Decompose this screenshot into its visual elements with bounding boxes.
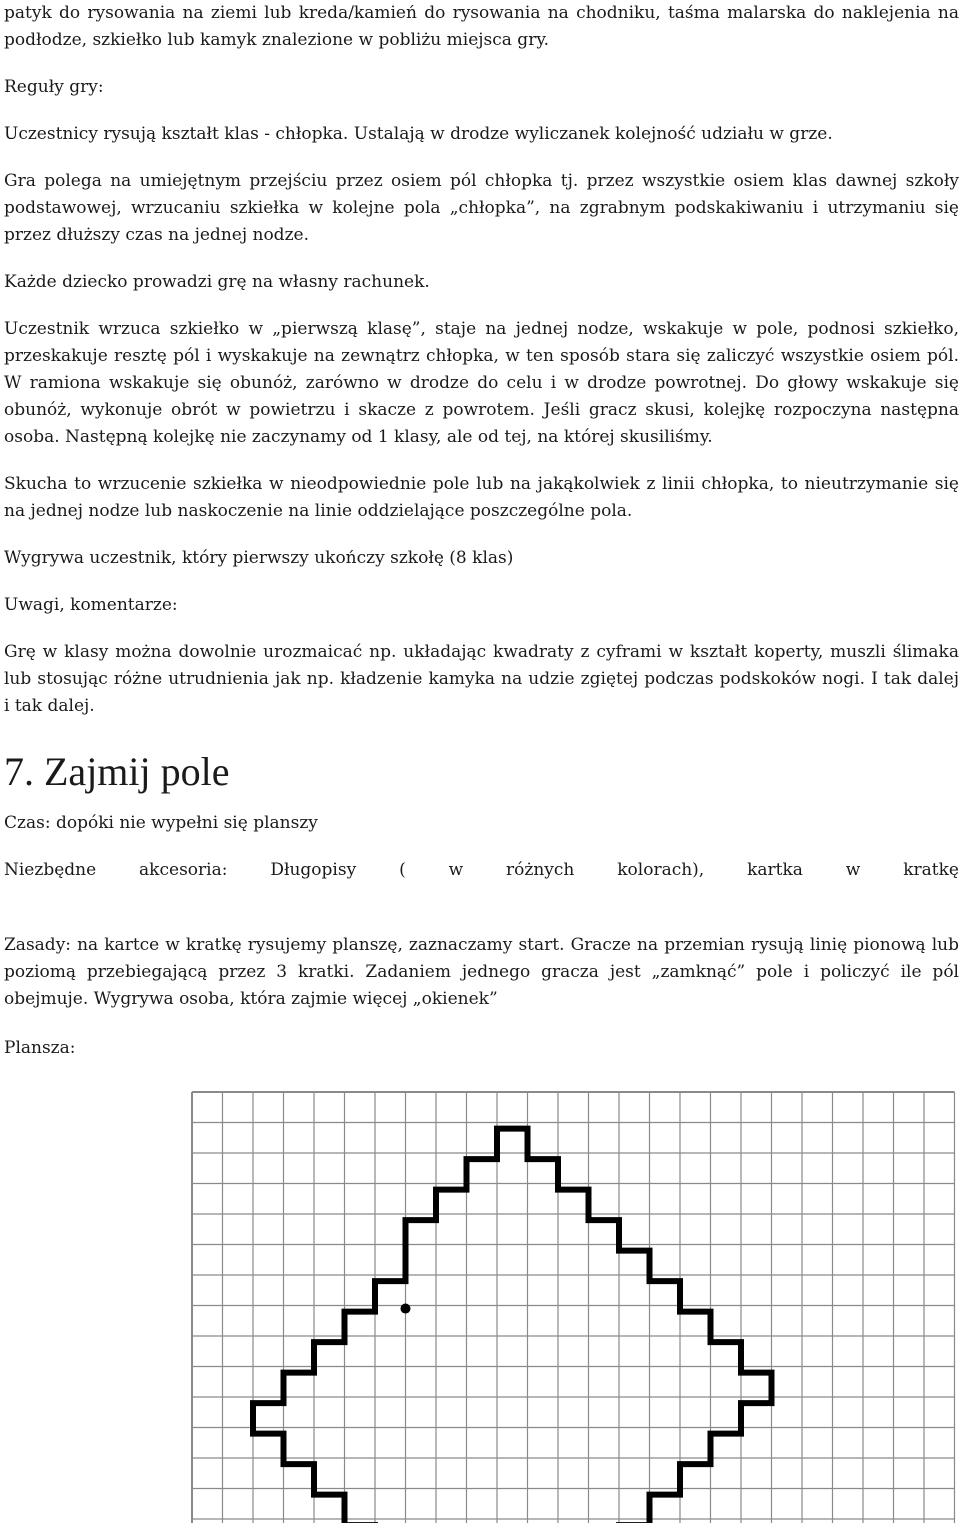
board-outline [253, 1129, 772, 1523]
paragraph-comments-heading: Uwagi, komentarze: [4, 595, 178, 615]
paragraph-game-description: Gra polega na umiejętnym przejściu przez osiem pól chłopka tj. przez wszystkie osiem klas dawnej szkoły podstawowej, wrzucaniu szkiełka w kolejne pola „chłopka”, na zgrabnym podskakiwaniu i utrzymaniu się przez dłuższy czas na jednej nodze. [4, 171, 959, 245]
section-heading: 7. Zajmij pole [4, 749, 230, 794]
board-grid-graphic [190, 1090, 960, 1523]
paragraph-participants: Uczestnicy rysują kształt klas - chłopka. Ustalają w drodze wyliczanek kolejność udziału w grze. [4, 124, 833, 144]
section-accessories: Niezbędne akcesoria: Długopisy ( w różnych kolorach), kartka w kratkę [4, 860, 959, 880]
paragraph-materials: patyk do rysowania na ziemi lub kreda/kamień do rysowania na chodniku, taśma malarska do naklejenia na podłodze, szkiełko lub kamyk znalezione w pobliżu miejsca gry. [4, 3, 959, 50]
paragraph-procedure: Uczestnik wrzuca szkiełko w „pierwszą klasę”, staje na jednej nodze, wskakuje w pole, podnosi szkiełko, przeskakuje resztę pól i wyskakuje na zewnątrz chłopka, w ten sposób stara się zaliczyć wszystkie osiem pól. W ramiona wskakuje się obunóż, zarówno w drodze do celu i w drodze powrotnej. Do głowy wskakuje się obunóż, wykonuje obrót w powietrzu i skacze z powrotem. Jeśli gracz skusi, kolejkę rozpoczyna następna osoba. Następną kolejkę nie zaczynamy od 1 klasy, ale od tej, na której skusiliśmy. [4, 319, 959, 447]
board-label: Plansza: [4, 1038, 76, 1058]
start-point [401, 1304, 411, 1314]
paragraph-comments: Grę w klasy można dowolnie urozmaicać np. układając kwadraty z cyframi w kształt koperty, muszli ślimaka lub stosując różne utrudnienia jak np. kładzenie kamyka na udzie zgiętej podczas podskoków nogi. I tak dalej i tak dalej. [4, 642, 959, 716]
paragraph-winner: Wygrywa uczestnik, który pierwszy ukończy szkołę (8 klas) [4, 548, 514, 568]
paragraph-rules-heading: Reguły gry: [4, 77, 104, 97]
section-rules: Zasady: na kartce w kratkę rysujemy planszę, zaznaczamy start. Gracze na przemian rysują linię pionową lub poziomą przebiegającą przez 3 kratki. Zadaniem jednego gracza jest „zamknąć” pole i policzyć ile pól obejmuje. Wygrywa osoba, która zajmie więcej „okienek” [4, 935, 959, 1009]
board-grid-lines [192, 1092, 955, 1523]
paragraph-fault: Skucha to wrzucenie szkiełka w nieodpowiednie pole lub na jakąkolwiek z linii chłopka, to nieutrzymanie się na jednej nodze lub naskoczenie na linie oddzielające poszczególne pola. [4, 474, 959, 521]
section-time: Czas: dopóki nie wypełni się planszy [4, 813, 318, 833]
game-board [190, 1090, 960, 1523]
document-page [4, 0, 959, 1062]
paragraph-own-account: Każde dziecko prowadzi grę na własny rachunek. [4, 272, 430, 292]
